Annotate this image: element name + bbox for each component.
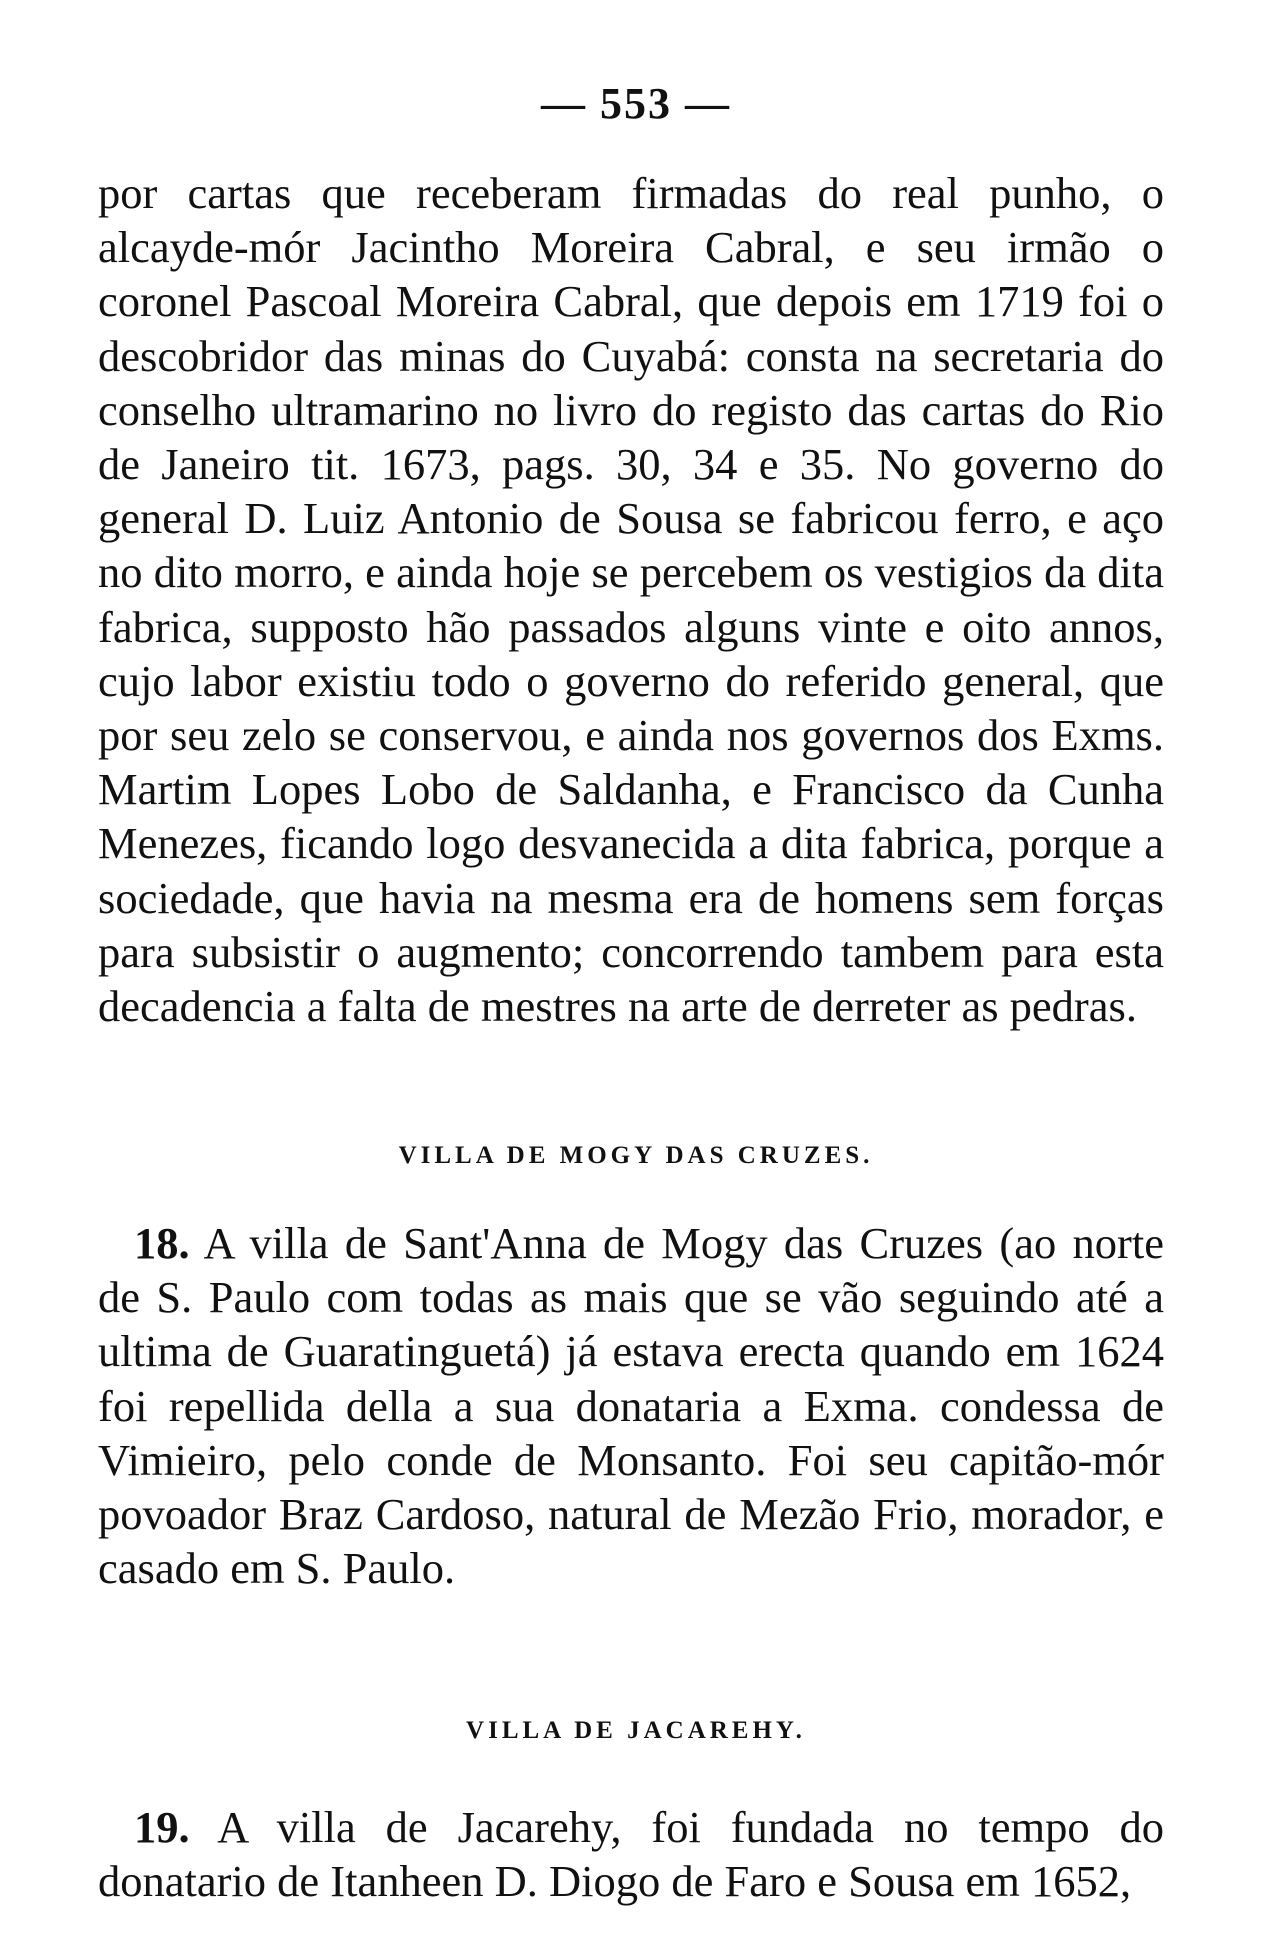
paragraph-19 xyxy=(98,1800,1164,1908)
paragraph-18 xyxy=(98,1216,1164,1595)
paragraph-text: A villa de Sant'Anna de Mogy das Cruzes (ao norte de S. Paulo com todas as mais que se vão seguindo até a ultima de Guaratinguetá) já estava erecta quando em 1624 foi repellida della a sua donataria a Exma. condessa de Vimieiro, pelo conde de Monsanto. Foi seu capitão-mór povoador Braz Cardoso, natural de Mezão Frio, morador, e casado em S. Paulo. xyxy=(98,1218,1164,1594)
paragraph-number: 18. xyxy=(134,1218,190,1268)
section-heading-jacarehy: VILLA DE JACAREHY. xyxy=(466,1717,806,1744)
section-heading-mogy: VILLA DE MOGY DAS CRUZES. xyxy=(398,1142,874,1169)
paragraph-text: por cartas que receberam firmadas do real punho, o alcayde-mór Jacintho Moreira Cabral, e seu irmão o coronel Pascoal Moreira Cabral, que depois em 1719 foi o descobridor das minas do Cuyabá: consta na secretaria do conselho ultramarino no livro do registo das cartas do Rio de Janeiro tit. 1673, pags. 30, 34 e 35. No governo do general D. Luiz Antonio de Sousa se fabricou ferro, e aço no dito morro, e ainda hoje se percebem os vestigios da dita fabrica, supposto hão passados alguns vinte e oito annos, cujo labor existiu todo o governo do referido general, que por seu zelo se conservou, e ainda nos governos dos Exms. Martim Lopes Lobo de Saldanha, e Francisco da Cunha Menezes, ficando logo desvanecida a dita fabrica, porque a sociedade, que havia na mesma era de homens sem forças para subsistir o augmento; concorrendo tambem para esta decadencia a falta de mestres na arte de derreter as pedras. xyxy=(98,168,1164,1032)
page-number: — 553 — xyxy=(541,79,731,128)
paragraph-text: A villa de Jacarehy, foi fundada no tempo do donatario de Itanheen D. Diogo de Faro e Sousa em 1652, xyxy=(98,1802,1165,1907)
paragraph-continuation xyxy=(98,166,1164,1033)
paragraph-number: 19. xyxy=(134,1802,190,1852)
